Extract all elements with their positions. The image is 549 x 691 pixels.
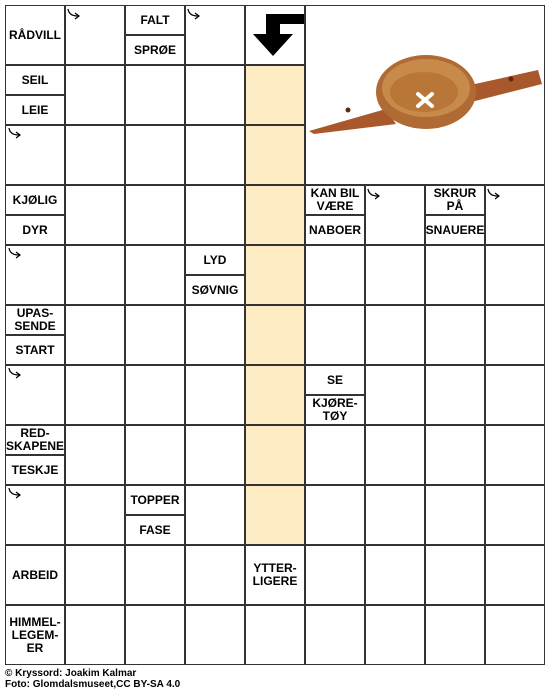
answer-cell[interactable] [65,125,125,185]
clue-arbeid: ARBEID [5,545,65,605]
curved-arrow-icon [7,366,23,380]
clue-kjolig: KJØLIG [5,185,65,215]
solution-cell[interactable] [245,65,305,125]
answer-cell[interactable] [305,545,365,605]
answer-cell[interactable] [485,485,545,545]
clue-snauere: SNAUERE [425,215,485,245]
answer-cell[interactable] [365,545,425,605]
answer-cell[interactable] [125,605,185,665]
answer-cell[interactable] [425,245,485,305]
start-arrow-cell [245,5,305,65]
answer-cell[interactable] [485,425,545,485]
curved-arrow-icon [486,187,502,201]
clue-upassende: UPAS-SENDE [5,305,65,335]
credits-crossword: © Kryssord: Joakim Kalmar [5,668,137,679]
credits-photo: Foto: Glomdalsmuseet,CC BY-SA 4.0 [5,679,181,690]
answer-cell[interactable] [365,485,425,545]
answer-cell[interactable] [125,65,185,125]
answer-cell[interactable] [65,65,125,125]
answer-cell[interactable] [305,605,365,665]
answer-cell[interactable] [305,245,365,305]
wooden-bowl-picture [306,6,545,185]
crossword-grid [5,5,545,665]
answer-cell[interactable] [65,425,125,485]
bent-down-arrow-icon [246,6,304,64]
answer-cell[interactable] [485,605,545,665]
clue-lyd: LYD [185,245,245,275]
answer-cell[interactable] [305,305,365,365]
curved-arrow-icon [7,126,23,140]
answer-cell[interactable] [485,305,545,365]
answer-cell[interactable] [245,605,305,665]
answer-cell[interactable] [185,185,245,245]
curved-arrow-icon [366,187,382,201]
clue-falt: FALT [125,5,185,35]
answer-cell[interactable] [185,65,245,125]
answer-cell[interactable] [185,605,245,665]
answer-cell[interactable] [125,125,185,185]
clue-skrur-pa: SKRUR PÅ [425,185,485,215]
answer-cell[interactable] [365,305,425,365]
answer-cell[interactable] [425,485,485,545]
answer-cell[interactable] [65,485,125,545]
answer-cell[interactable] [425,305,485,365]
answer-cell[interactable] [305,485,365,545]
clue-picture [305,5,545,185]
answer-cell[interactable] [185,305,245,365]
answer-cell[interactable] [185,545,245,605]
answer-cell[interactable] [65,305,125,365]
answer-cell[interactable] [485,545,545,605]
solution-cell[interactable] [245,305,305,365]
answer-cell[interactable] [65,365,125,425]
credits [5,668,180,690]
clue-redskapene: RED-SKAPENE [6,426,65,453]
answer-cell[interactable] [485,245,545,305]
clue-se: SE [305,365,365,395]
answer-cell[interactable] [425,365,485,425]
answer-cell[interactable] [65,185,125,245]
solution-cell[interactable] [245,485,305,545]
answer-cell[interactable] [365,245,425,305]
solution-cell[interactable] [245,365,305,425]
answer-cell[interactable] [65,605,125,665]
clue-himmellegemer: HIMMEL-LEGEM-ER [5,605,65,665]
clue-dyr: DYR [5,215,65,245]
answer-cell[interactable] [425,605,485,665]
answer-cell[interactable] [125,305,185,365]
answer-cell[interactable] [125,545,185,605]
clue-sovnig: SØVNIG [185,275,245,305]
clue-teskje: TESKJE [5,455,65,485]
answer-cell[interactable] [65,245,125,305]
solution-cell[interactable] [245,425,305,485]
curved-arrow-icon [7,246,23,260]
answer-cell[interactable] [425,425,485,485]
answer-cell[interactable] [185,425,245,485]
clue-start: START [5,335,65,365]
answer-cell[interactable] [365,605,425,665]
answer-cell[interactable] [485,365,545,425]
answer-cell[interactable] [185,485,245,545]
answer-cell[interactable] [65,545,125,605]
clue-naboer: NABOER [305,215,365,245]
answer-cell[interactable] [305,425,365,485]
answer-cell[interactable] [365,425,425,485]
clue-kjoretoy: KJØRE-TØY [305,395,365,425]
answer-cell[interactable] [185,365,245,425]
clue-topper: TOPPER [125,485,185,515]
solution-cell[interactable] [245,245,305,305]
clue-kan-bil-vaere: KAN BIL VÆRE [305,185,365,215]
solution-cell[interactable] [245,185,305,245]
answer-cell[interactable] [185,125,245,185]
clue-radvill: RÅDVILL [5,5,65,65]
curved-arrow-icon [66,7,82,21]
curved-arrow-icon [186,7,202,21]
curved-arrow-icon [7,486,23,500]
answer-cell[interactable] [125,185,185,245]
solution-cell[interactable] [245,125,305,185]
clue-leie: LEIE [5,95,65,125]
clue-fase: FASE [125,515,185,545]
answer-cell[interactable] [365,365,425,425]
answer-cell[interactable] [125,245,185,305]
answer-cell[interactable] [425,545,485,605]
clue-ytterligere: YTTER-LIGERE [245,545,305,605]
answer-cell[interactable] [125,425,185,485]
clue-seil: SEIL [5,65,65,95]
clue-sproe: SPRØE [125,35,185,65]
answer-cell[interactable] [125,365,185,425]
